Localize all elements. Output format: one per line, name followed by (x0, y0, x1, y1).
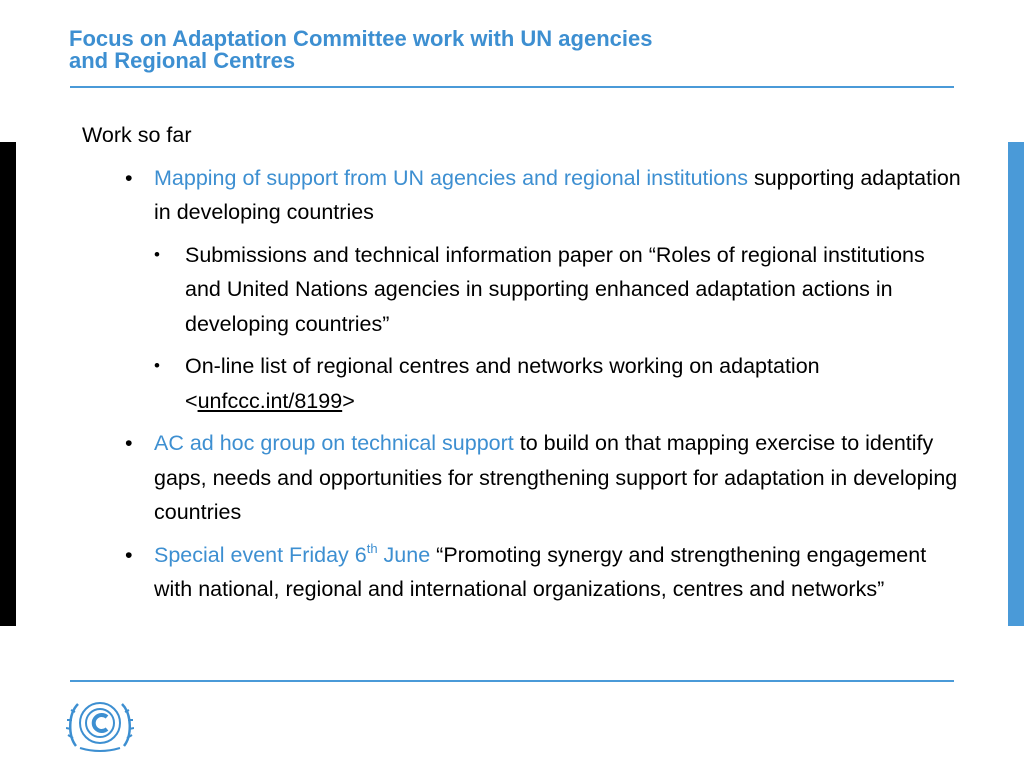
bullet-icon: • (125, 431, 133, 455)
bullet-item-adhoc-group (82, 426, 962, 530)
right-accent-bar (1008, 142, 1024, 626)
sub-bullet-text: On-line list of regional centres and networks working on adaptation < (185, 354, 820, 413)
bullet-icon: • (125, 542, 133, 567)
event-date-text: Special event Friday 6 (154, 542, 367, 567)
top-divider (70, 86, 954, 88)
slide-title (69, 28, 652, 72)
event-month-text: June (377, 542, 431, 567)
sub-bullet-text-end: > (342, 388, 355, 413)
ordinal-suffix: th (366, 540, 378, 556)
bullet-icon: • (154, 356, 160, 375)
bullet-highlight: AC ad hoc group on technical support (154, 431, 514, 455)
sub-bullet-submissions (82, 238, 962, 342)
unfccc-link[interactable]: unfccc.int/8199 (197, 388, 343, 413)
bullet-text: supporting adaptation in developing countries (154, 165, 961, 224)
slide-title-line-1: Focus on Adaptation Committee work with UN agencies (69, 26, 653, 51)
bullet-item-mapping (82, 161, 962, 230)
bottom-divider (70, 680, 954, 682)
bullet-text: to build on that mapping exercise to identify gaps, needs and opportunities for strengthening support for adaptation in developing countries (154, 431, 958, 524)
sub-bullet-text: Submissions and technical information paper on “Roles of regional institutions and United Nations agencies in supporting enhanced adaptation actions in developing countries” (185, 242, 925, 336)
bullet-highlight: Mapping of support from UN agencies and regional institutions (154, 165, 748, 190)
slide-title-line-2: and Regional Centres (69, 48, 296, 73)
slide-body (82, 118, 962, 615)
section-heading: Work so far (82, 123, 192, 147)
unfccc-emblem-icon (66, 696, 134, 754)
bullet-icon: • (125, 165, 133, 190)
bullet-highlight (154, 540, 431, 567)
bullet-text: “Promoting synergy and strengthening engagement with national, regional and international organizations, centres and networks” (154, 542, 927, 601)
bullet-item-special-event (82, 538, 962, 607)
sub-bullet-online-list (82, 349, 962, 418)
left-accent-bar (0, 142, 16, 626)
bullet-icon: • (154, 244, 160, 264)
